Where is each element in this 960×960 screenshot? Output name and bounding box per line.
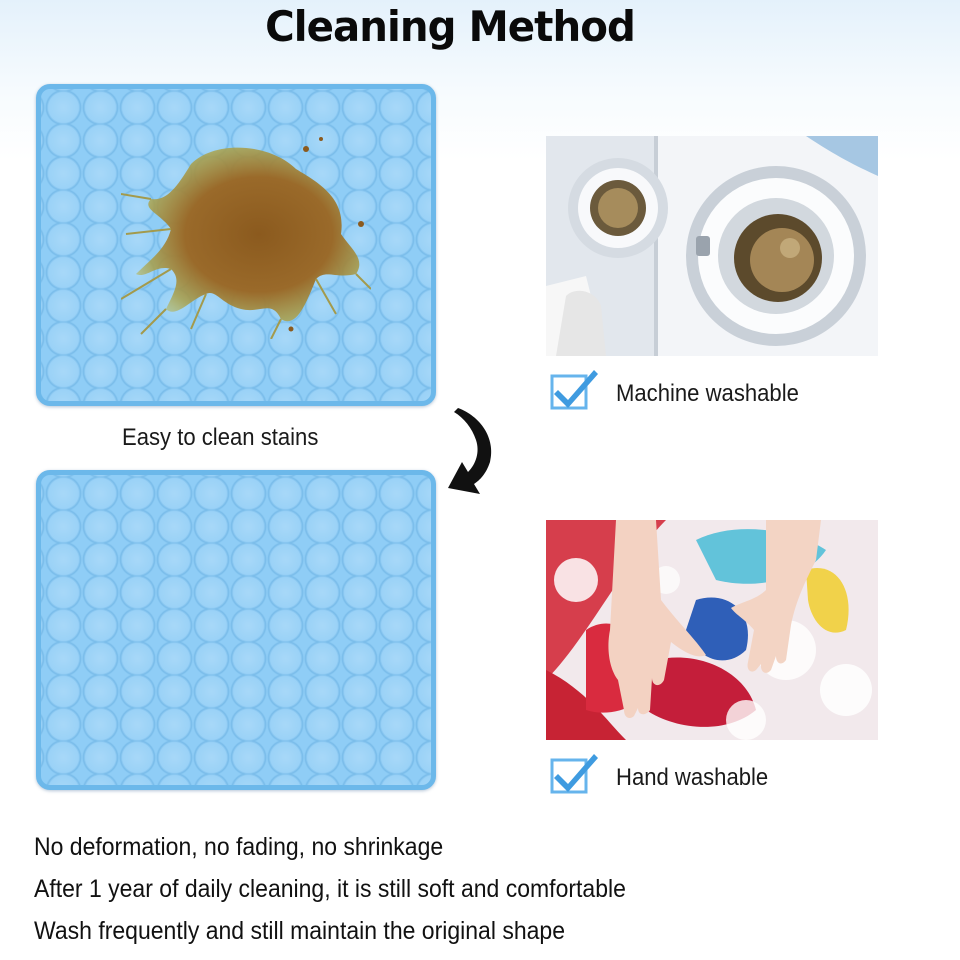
clean-mat-image [36, 470, 436, 790]
hand-washing-photo [546, 520, 878, 740]
checkmark-icon [548, 366, 600, 412]
machine-washable-label: Machine washable [616, 380, 799, 407]
page-title: Cleaning Method [265, 2, 635, 51]
hand-washable-label: Hand washable [616, 764, 769, 791]
washing-machine-photo [546, 136, 878, 356]
curved-arrow-icon [440, 402, 510, 502]
checkmark-icon [548, 750, 600, 796]
stain-splatter [121, 129, 371, 339]
stain-caption: Easy to clean stains [122, 424, 319, 451]
feature-description-list [34, 826, 934, 952]
stained-mat-image [36, 84, 436, 406]
description-line: No deformation, no fading, no shrinkage [34, 833, 444, 861]
description-line: After 1 year of daily cleaning, it is still soft and comfortable [34, 875, 626, 903]
description-line: Wash frequently and still maintain the original shape [34, 917, 566, 945]
